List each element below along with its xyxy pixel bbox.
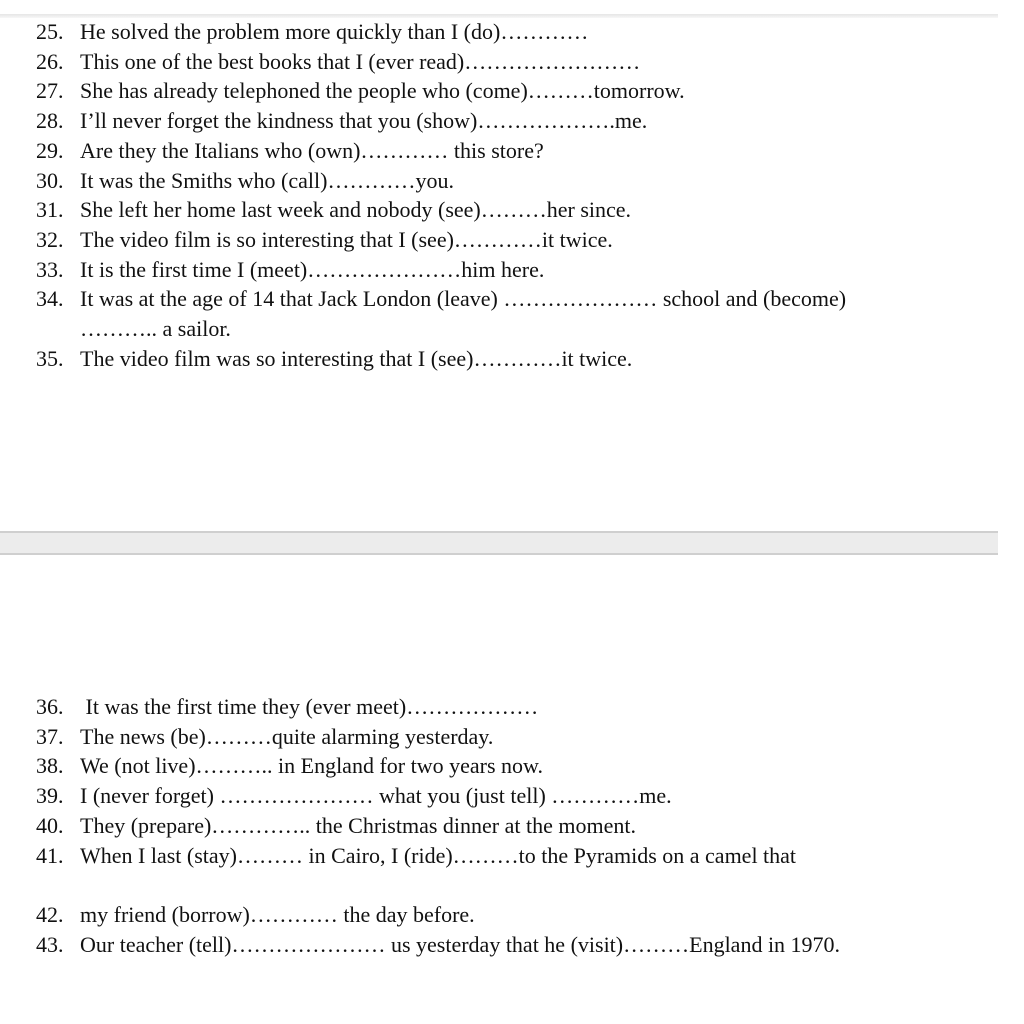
item-text: I’ll never forget the kindness that you (show)……………….me. — [80, 108, 648, 134]
exercise-item-30 — [36, 166, 910, 196]
item-number: 27. — [36, 78, 64, 104]
item-number: 31. — [36, 197, 64, 223]
exercise-item-34 — [36, 284, 910, 343]
exercise-item-36 — [36, 692, 910, 722]
item-text: It is the first time I (meet)…………………him here. — [80, 256, 545, 282]
item-number: 37. — [36, 723, 64, 749]
item-number: 42. — [36, 901, 64, 927]
item-text: Our teacher (tell)………………… us yesterday that he (visit)………England in 1970. — [80, 931, 841, 957]
blank-line — [36, 870, 910, 900]
item-number: 34. — [36, 286, 64, 312]
item-number: 32. — [36, 226, 64, 252]
item-text: I (never forget) ………………… what you (just tell) …………me. — [80, 783, 672, 809]
item-number: 40. — [36, 812, 64, 838]
item-number: 25. — [36, 19, 64, 44]
exercise-item-25 — [36, 17, 910, 47]
exercise-item-38 — [36, 751, 910, 781]
item-text: They (prepare)………….. the Christmas dinner at the moment. — [80, 812, 636, 838]
item-text: The news (be)………quite alarming yesterday. — [80, 723, 494, 749]
item-text: The video film is so interesting that I (see)…………it twice. — [80, 226, 613, 252]
item-number: 43. — [36, 931, 64, 957]
item-text: It was at the age of 14 that Jack London (leave) ………………… school and (become) ……….. a sailor. — [80, 286, 852, 342]
item-number: 36. — [36, 694, 64, 719]
exercise-item-42 — [36, 900, 910, 930]
exercise-item-37 — [36, 722, 910, 752]
item-number: 41. — [36, 842, 64, 868]
item-text: When I last (stay)……… in Cairo, I (ride)………to the Pyramids on a camel that — [80, 842, 797, 868]
exercise-item-43 — [36, 930, 910, 960]
item-text: It was the Smiths who (call)…………you. — [80, 167, 454, 193]
item-number: 30. — [36, 167, 64, 193]
item-number: 28. — [36, 108, 64, 134]
exercise-list-page-1 — [36, 17, 910, 373]
exercise-item-28 — [36, 106, 910, 136]
item-number: 39. — [36, 783, 64, 809]
exercise-item-35 — [36, 344, 910, 374]
exercise-item-39 — [36, 781, 910, 811]
item-text: The video film was so interesting that I (see)…………it twice. — [80, 345, 633, 371]
item-text: She has already telephoned the people who (come)………tomorrow. — [80, 78, 685, 104]
item-text: We (not live)……….. in England for two years now. — [80, 753, 543, 779]
exercise-list-page-2 — [36, 692, 910, 959]
item-number: 26. — [36, 48, 64, 74]
page-break-gap — [0, 531, 998, 555]
item-text: It was the first time they (ever meet)……………… — [80, 694, 539, 719]
item-text: She left her home last week and nobody (see)………her since. — [80, 197, 632, 223]
item-number: 35. — [36, 345, 64, 371]
item-text: my friend (borrow)………… the day before. — [80, 901, 475, 927]
exercise-item-40 — [36, 811, 910, 841]
exercise-item-27 — [36, 76, 910, 106]
item-number: 33. — [36, 256, 64, 282]
item-text: Are they the Italians who (own)………… this store? — [80, 137, 544, 163]
item-number: 29. — [36, 137, 64, 163]
item-text: This one of the best books that I (ever read)…………………… — [80, 48, 641, 74]
exercise-item-41 — [36, 841, 910, 871]
exercise-item-33 — [36, 255, 910, 285]
exercise-item-32 — [36, 225, 910, 255]
item-number: 38. — [36, 753, 64, 779]
exercise-item-26 — [36, 47, 910, 77]
item-text: He solved the problem more quickly than I (do)………… — [80, 19, 589, 44]
exercise-item-29 — [36, 136, 910, 166]
exercise-item-31 — [36, 195, 910, 225]
